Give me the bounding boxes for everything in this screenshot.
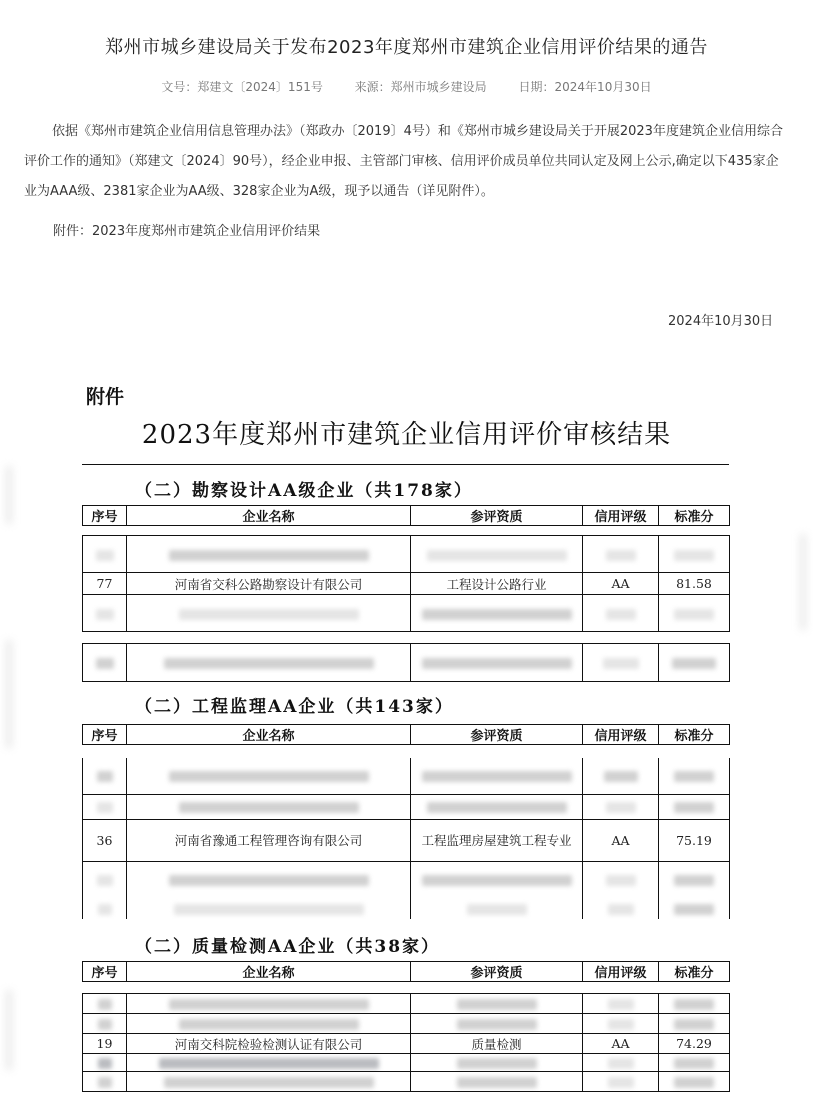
row-qualification: 质量检测 [411, 1034, 583, 1054]
table-row [83, 1034, 730, 1054]
section-title-survey: （二）勘察设计AA级企业（共178家） [135, 481, 473, 501]
scan-smear [6, 466, 12, 524]
table-row [83, 573, 730, 595]
header-qual: 参评资质 [411, 725, 583, 745]
scan-smear [6, 990, 12, 1070]
section-title-supervision: （二）工程监理AA企业（共143家） [135, 697, 454, 717]
table-row [83, 1014, 730, 1034]
row-score: 74.29 [659, 1034, 730, 1054]
table-row [83, 595, 730, 632]
table-row [83, 536, 730, 573]
title-rule [82, 464, 729, 465]
notice-title: 郑州市城乡建设局关于发布2023年度郑州市建筑企业信用评价结果的通告 [105, 37, 708, 58]
table-row [83, 861, 730, 897]
scan-smear [6, 640, 12, 748]
sign-date: 2024年10月30日 [668, 314, 774, 329]
header-score: 标准分 [659, 725, 730, 745]
table-rows-survey [82, 535, 730, 632]
attachment-label: 附件 [86, 386, 125, 408]
row-no: 77 [83, 573, 127, 595]
source: 来源：郑州市城乡建设局 [354, 80, 487, 94]
header-no: 序号 [83, 506, 127, 526]
row-score: 81.58 [659, 573, 730, 595]
table-row [83, 758, 730, 794]
header-score: 标准分 [659, 962, 730, 982]
table-rows-testing [82, 993, 730, 1092]
row-grade: AA [583, 573, 659, 595]
publish-date: 日期：2024年10月30日 [518, 80, 652, 94]
table-row [83, 819, 730, 861]
header-grade: 信用评级 [583, 962, 659, 982]
row-score: 75.19 [659, 819, 730, 861]
header-name: 企业名称 [127, 506, 411, 526]
doc-number: 文号：郑建文〔2024〕151号 [161, 80, 323, 94]
header-no: 序号 [83, 962, 127, 982]
scan-smear [800, 534, 806, 630]
section-title-testing: （二）质量检测AA企业（共38家） [135, 937, 441, 957]
header-qual: 参评资质 [411, 506, 583, 526]
table-row [83, 1054, 730, 1072]
table-row [83, 1072, 730, 1092]
row-company-name: 河南省交科公路勘察设计有限公司 [127, 573, 411, 595]
table-header-survey [82, 505, 730, 526]
table-row [83, 794, 730, 819]
table-row [83, 644, 730, 682]
attachment-note: 附件：2023年度郑州市建筑企业信用评价结果 [53, 224, 321, 239]
row-company-name: 河南省豫通工程管理咨询有限公司 [127, 819, 411, 861]
table-header-testing [82, 961, 730, 982]
header-grade: 信用评级 [583, 506, 659, 526]
notice-meta [0, 78, 813, 95]
row-grade: AA [583, 819, 659, 861]
table-header-supervision [82, 724, 730, 745]
row-qualification: 工程设计公路行业 [411, 573, 583, 595]
table-row [83, 994, 730, 1014]
table-row [83, 897, 730, 919]
table-rows-survey-tail [82, 643, 730, 682]
row-company-name: 河南交科院检验检测认证有限公司 [127, 1034, 411, 1054]
header-grade: 信用评级 [583, 725, 659, 745]
row-no: 19 [83, 1034, 127, 1054]
attachment-title: 2023年度郑州市建筑企业信用评价审核结果 [141, 420, 672, 450]
notice-body: 依据《郑州市建筑企业信用信息管理办法》（郑政办〔2019〕4号）和《郑州市城乡建设局关于开展2023年度建筑企业信用综合评价工作的通知》（郑建文〔2024〕90号），经企业申报、主管部门审核、信用评价成员单位共同认定及网上公示,确定以下435家企业为AAA级、2381家企业为AA级、328家企业为A级，现予以通告（详见附件）。 [24, 124, 783, 199]
header-score: 标准分 [659, 506, 730, 526]
row-grade: AA [583, 1034, 659, 1054]
header-name: 企业名称 [127, 725, 411, 745]
header-name: 企业名称 [127, 962, 411, 982]
row-qualification: 工程监理房屋建筑工程专业 [411, 819, 583, 861]
header-qual: 参评资质 [411, 962, 583, 982]
header-no: 序号 [83, 725, 127, 745]
table-rows-supervision [82, 758, 730, 919]
row-no: 36 [83, 819, 127, 861]
